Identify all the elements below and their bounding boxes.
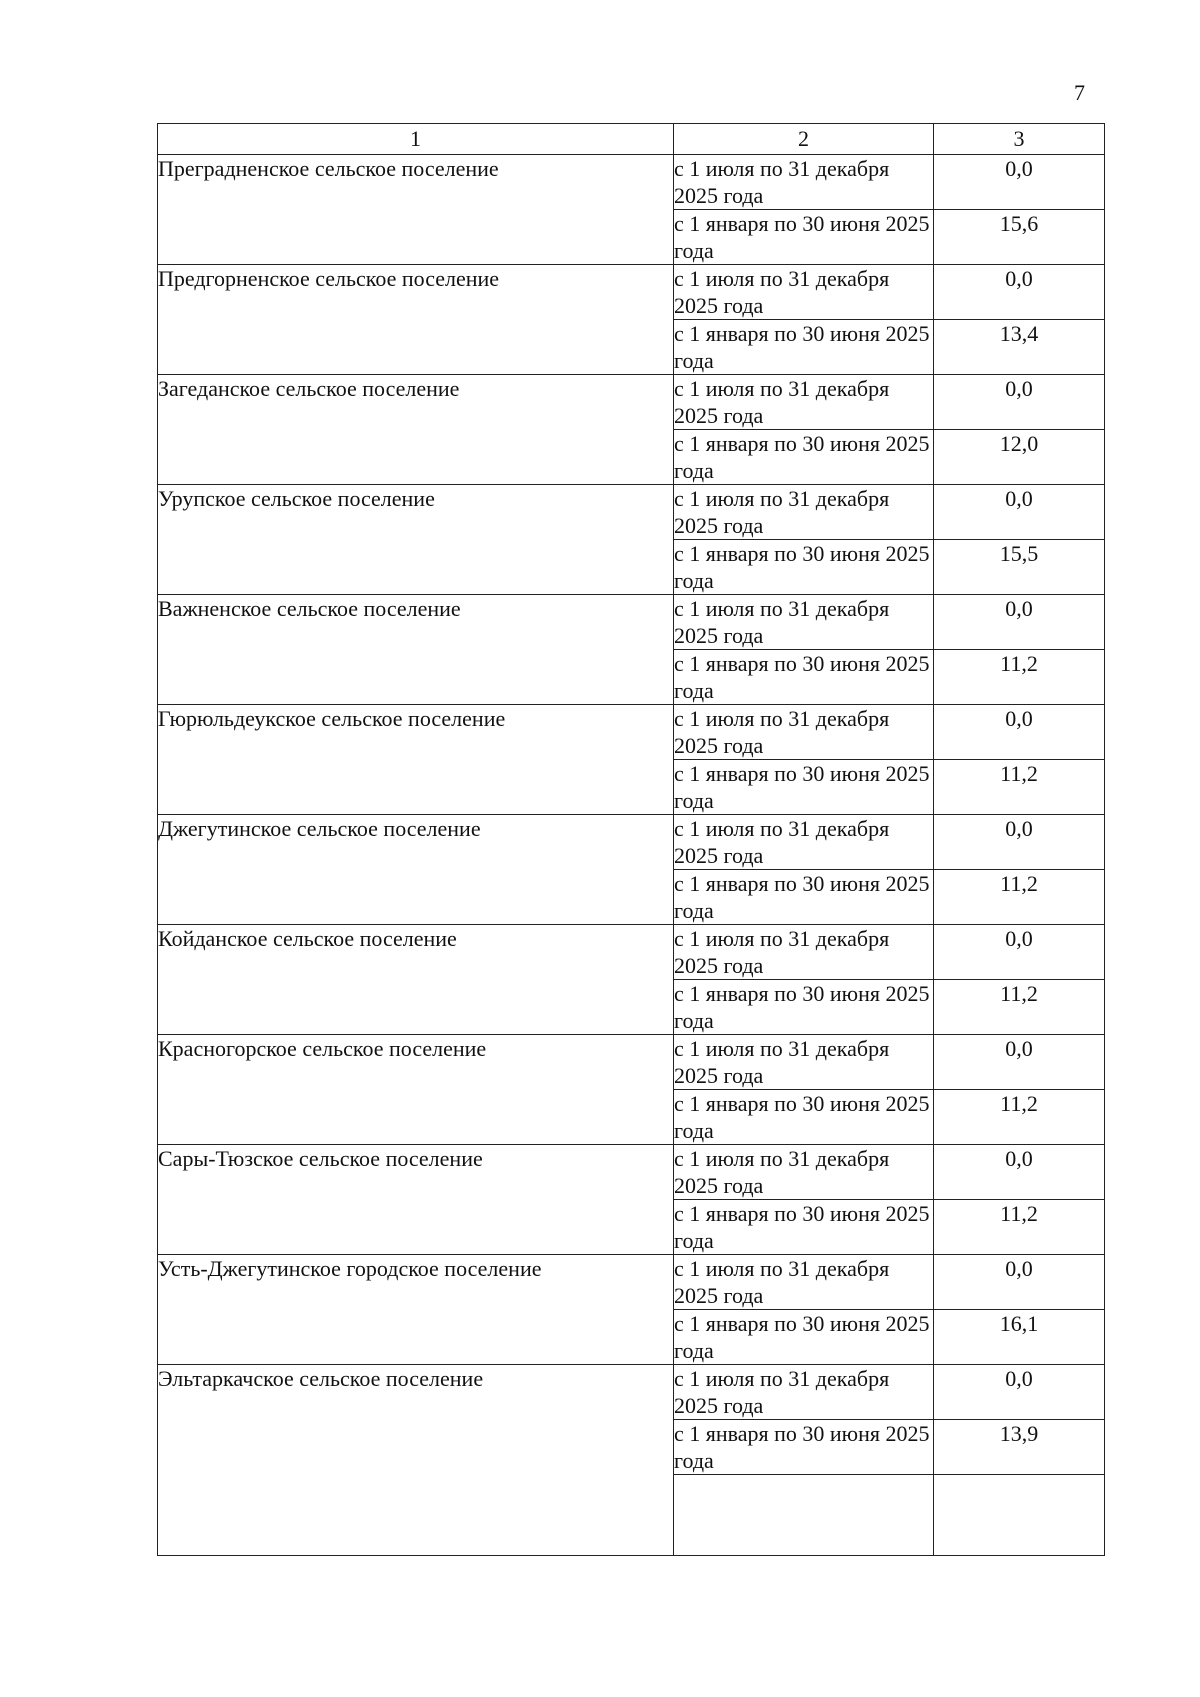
header-row	[158, 124, 1105, 155]
settlement-name: Гюрюльдеукское сельское поселение	[158, 705, 674, 815]
value-cell: 0,0	[934, 705, 1105, 760]
settlement-name: Красногорское сельское поселение	[158, 1035, 674, 1145]
column-header-2: 2	[674, 124, 934, 155]
column-header-3: 3	[934, 124, 1105, 155]
table-row	[158, 815, 1105, 870]
value-cell: 0,0	[934, 155, 1105, 210]
settlement-name: Важненское сельское поселение	[158, 595, 674, 705]
table-row	[158, 925, 1105, 980]
period-cell: с 1 января по 30 июня 2025 года	[674, 870, 934, 925]
table-row	[158, 1145, 1105, 1200]
period-cell: с 1 января по 30 июня 2025 года	[674, 540, 934, 595]
settlement-name: Джегутинское сельское поселение	[158, 815, 674, 925]
table-row	[158, 705, 1105, 760]
value-cell: 15,5	[934, 540, 1105, 595]
period-cell: с 1 января по 30 июня 2025 года	[674, 430, 934, 485]
blank-period-cell	[674, 1475, 934, 1556]
period-cell: с 1 января по 30 июня 2025 года	[674, 210, 934, 265]
period-cell: с 1 января по 30 июня 2025 года	[674, 1090, 934, 1145]
value-cell: 0,0	[934, 595, 1105, 650]
value-cell: 0,0	[934, 375, 1105, 430]
period-cell: с 1 июля по 31 декабря 2025 года	[674, 595, 934, 650]
value-cell: 0,0	[934, 485, 1105, 540]
rates-table	[157, 123, 1105, 1556]
value-cell: 16,1	[934, 1310, 1105, 1365]
value-cell: 11,2	[934, 650, 1105, 705]
blank-value-cell	[934, 1475, 1105, 1556]
settlement-name: Койданское сельское поселение	[158, 925, 674, 1035]
settlement-name: Эльтаркачское сельское поселение	[158, 1365, 674, 1556]
table-row	[158, 1365, 1105, 1420]
table-row	[158, 155, 1105, 210]
settlement-name: Сары-Тюзское сельское поселение	[158, 1145, 674, 1255]
value-cell: 13,9	[934, 1420, 1105, 1475]
value-cell: 0,0	[934, 815, 1105, 870]
value-cell: 15,6	[934, 210, 1105, 265]
settlement-name: Преградненское сельское поселение	[158, 155, 674, 265]
value-cell: 0,0	[934, 265, 1105, 320]
period-cell: с 1 января по 30 июня 2025 года	[674, 980, 934, 1035]
period-cell: с 1 января по 30 июня 2025 года	[674, 1420, 934, 1475]
value-cell: 13,4	[934, 320, 1105, 375]
table-row	[158, 1035, 1105, 1090]
period-cell: с 1 января по 30 июня 2025 года	[674, 760, 934, 815]
value-cell: 0,0	[934, 1035, 1105, 1090]
value-cell: 11,2	[934, 760, 1105, 815]
value-cell: 12,0	[934, 430, 1105, 485]
value-cell: 11,2	[934, 1200, 1105, 1255]
period-cell: с 1 июля по 31 декабря 2025 года	[674, 1145, 934, 1200]
period-cell: с 1 января по 30 июня 2025 года	[674, 1200, 934, 1255]
period-cell: с 1 июля по 31 декабря 2025 года	[674, 925, 934, 980]
value-cell: 11,2	[934, 980, 1105, 1035]
value-cell: 0,0	[934, 925, 1105, 980]
period-cell: с 1 июля по 31 декабря 2025 года	[674, 265, 934, 320]
value-cell: 0,0	[934, 1365, 1105, 1420]
value-cell: 11,2	[934, 1090, 1105, 1145]
period-cell: с 1 июля по 31 декабря 2025 года	[674, 485, 934, 540]
period-cell: с 1 января по 30 июня 2025 года	[674, 1310, 934, 1365]
settlement-name: Предгорненское сельское поселение	[158, 265, 674, 375]
period-cell: с 1 июля по 31 декабря 2025 года	[674, 375, 934, 430]
table-row	[158, 265, 1105, 320]
period-cell: с 1 января по 30 июня 2025 года	[674, 650, 934, 705]
table-body	[158, 124, 1105, 1556]
settlement-name: Усть-Джегутинское городское поселение	[158, 1255, 674, 1365]
table-row	[158, 485, 1105, 540]
table-row	[158, 595, 1105, 650]
period-cell: с 1 июля по 31 декабря 2025 года	[674, 815, 934, 870]
column-header-1: 1	[158, 124, 674, 155]
settlement-name: Урупское сельское поселение	[158, 485, 674, 595]
table-row	[158, 375, 1105, 430]
period-cell: с 1 июля по 31 декабря 2025 года	[674, 705, 934, 760]
table-row	[158, 1255, 1105, 1310]
value-cell: 0,0	[934, 1255, 1105, 1310]
period-cell: с 1 января по 30 июня 2025 года	[674, 320, 934, 375]
period-cell: с 1 июля по 31 декабря 2025 года	[674, 1365, 934, 1420]
period-cell: с 1 июля по 31 декабря 2025 года	[674, 1255, 934, 1310]
value-cell: 11,2	[934, 870, 1105, 925]
period-cell: с 1 июля по 31 декабря 2025 года	[674, 1035, 934, 1090]
period-cell: с 1 июля по 31 декабря 2025 года	[674, 155, 934, 210]
page-number: 7	[1074, 80, 1085, 105]
settlement-name: Загеданское сельское поселение	[158, 375, 674, 485]
value-cell: 0,0	[934, 1145, 1105, 1200]
